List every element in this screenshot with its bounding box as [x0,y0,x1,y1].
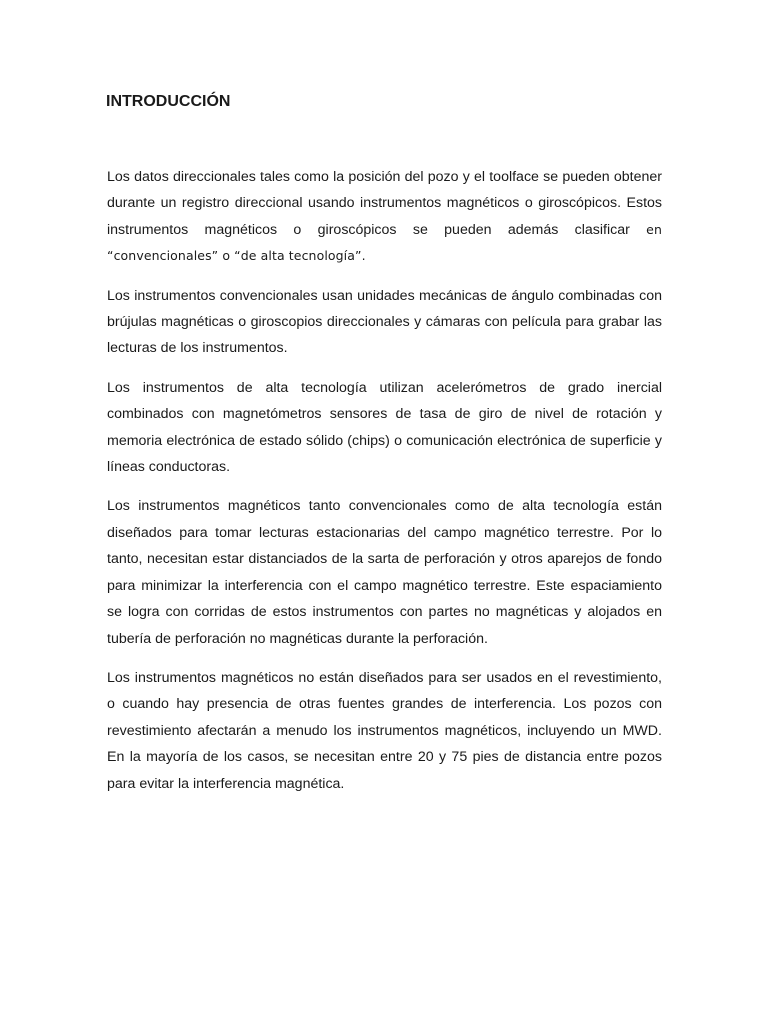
paragraph-directional-data-tail: en “convencionales” o “de alta tecnología”. [107,221,662,264]
section-heading: INTRODUCCIÓN [106,93,231,110]
paragraph-conventional-instruments: Los instrumentos convencionales usan unidades mecánicas de ángulo combinadas con brújulas magnéticas o giroscopios direccionales y cámaras con película para grabar las lecturas de los instrumentos. [107,287,662,357]
document-body [107,164,662,797]
paragraph-magnetic-readings: Los instrumentos magnéticos tanto convencionales como de alta tecnología están diseñados para tomar lecturas estacionarias del campo magnético terrestre. Por lo tanto, necesitan estar distanciados de la sarta de perforación y otros aparejos de fondo para minimizar la interferencia con el campo magnético terrestre. Este espaciamiento se logra con corridas de estos instrumentos con partes no magnéticas y alojados en tubería de perforación no magnéticas durante la perforación. [107,498,662,647]
paragraph-high-tech-instruments: Los instrumentos de alta tecnología utilizan acelerómetros de grado inercial combinados con magnetómetros sensores de tasa de giro de nivel de rotación y memoria electrónica de estado sólido (chips) o comunicación electrónica de superficie y líneas conductoras. [107,379,662,476]
paragraph-directional-data-text: Los datos direccionales tales como la posición del pozo y el toolface se pueden obtener durante un registro direccional usando instrumentos magnéticos o giroscópicos. Estos instrumentos magnéticos o giroscópicos se pueden además clasificar [107,169,662,238]
paragraph-directional-data [107,164,662,270]
paragraph-casing-interference: Los instrumentos magnéticos no están diseñados para ser usados en el revestimiento, o cuando hay presencia de otras fuentes grandes de interferencia. Los pozos con revestimiento afectarán a menudo los instrumentos magnéticos, incluyendo un MWD. En la mayoría de los casos, se necesitan entre 20 y 75 pies de distancia entre pozos para evitar la interferencia magnética. [107,669,662,792]
